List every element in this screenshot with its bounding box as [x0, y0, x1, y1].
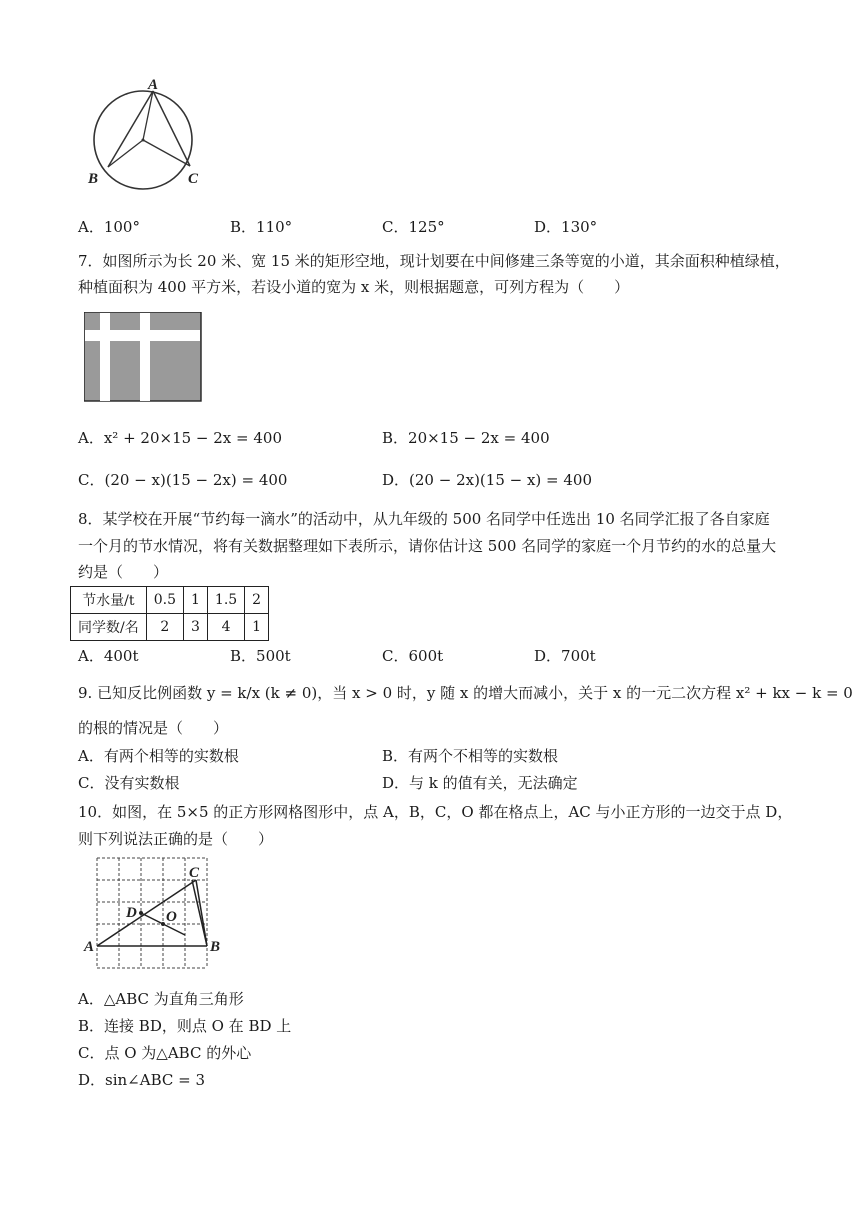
table-cell: 2 [245, 587, 269, 614]
q9-option-b: B．有两个不相等的实数根 [382, 747, 559, 765]
table-cell: 3 [183, 614, 207, 641]
fig-label-b: B [210, 939, 221, 955]
q6-option-a: A．100° [78, 218, 140, 236]
q9-option-d: D．与 k 的值有关，无法确定 [382, 774, 578, 792]
q7-option-d: D．(20 − 2x)(15 − x) = 400 [382, 471, 593, 489]
q9-stem-line1: 9. 已知反比例函数 y = k/x (k ≠ 0)，当 x > 0 时，y 随 x 的增大而减小，关于 x 的一元二次方程 x² + kx − k = 0 [78, 684, 853, 702]
table-cell: 2 [146, 614, 183, 641]
q8-stem-line3: 约是（ ） [78, 563, 169, 581]
table-row [71, 587, 269, 614]
q8-stem-line2: 一个月的节水情况，将有关数据整理如下表所示，请你估计这 500 名同学的家庭一个月节约的水的总量大 [78, 537, 777, 555]
q6-circle-figure [80, 78, 210, 196]
q8-option-c: C．600t [382, 647, 444, 665]
table-cell: 同学数/名 [71, 614, 147, 641]
vertical-path-2 [140, 313, 150, 401]
fig-label-c: C [188, 171, 199, 187]
q6-option-b: B．110° [230, 218, 293, 236]
fig-label-c: C [189, 865, 200, 881]
q9-option-c: C．没有实数根 [78, 774, 180, 792]
q9-option-a: A．有两个相等的实数根 [78, 747, 239, 765]
table-cell: 1 [183, 587, 207, 614]
fig-label-a: A [84, 939, 95, 955]
q8-option-b: B．500t [230, 647, 291, 665]
fig-label-a: A [148, 78, 159, 93]
q8-stem-line1: 8．某学校在开展“节约每一滴水”的活动中，从九年级的 500 名同学中任选出 10 名同学汇报了各自家庭 [78, 510, 770, 528]
q10-option-d: D．sin∠ABC = 3 [78, 1071, 206, 1089]
q7-option-c: C．(20 − x)(15 − 2x) = 400 [78, 471, 288, 489]
q8-option-d: D．700t [534, 647, 596, 665]
q10-stem-line1: 10．如图，在 5×5 的正方形网格图形中，点 A，B，C，O 都在格点上，AC 与小正方形的一边交于点 D， [78, 803, 793, 821]
q10-option-a: A．△ABC 为直角三角形 [78, 990, 244, 1008]
q7-option-b: B．20×15 − 2x = 400 [382, 429, 550, 447]
fig-label-d: D [126, 905, 137, 921]
q6-option-d: D．130° [534, 218, 598, 236]
table-cell: 节水量/t [71, 587, 147, 614]
q7-option-a: A．x² + 20×15 − 2x = 400 [78, 429, 282, 447]
q10-option-b: B．连接 BD，则点 O 在 BD 上 [78, 1017, 292, 1035]
q10-option-c: C．点 O 为△ABC 的外心 [78, 1044, 252, 1062]
q7-stem-line1: 7．如图所示为长 20 米、宽 15 米的矩形空地，现计划要在中间修建三条等宽的小道，其余面积种植绿植， [78, 252, 790, 270]
q7-rectangle-figure [84, 312, 202, 402]
q10-stem-line2: 则下列说法正确的是（ ） [78, 830, 274, 848]
fig-label-b: B [88, 171, 99, 187]
table-cell: 4 [207, 614, 244, 641]
fig-label-o: O [166, 909, 177, 925]
q10-grid-figure [82, 855, 232, 975]
q8-option-a: A．400t [78, 647, 139, 665]
vertical-path-1 [100, 313, 110, 401]
q9-stem-line2: 的根的情况是（ ） [78, 719, 229, 737]
q8-water-table [70, 586, 269, 641]
table-cell: 1.5 [207, 587, 244, 614]
table-cell: 1 [245, 614, 269, 641]
q6-option-c: C．125° [382, 218, 445, 236]
table-cell: 0.5 [146, 587, 183, 614]
q7-stem-line2: 种植面积为 400 平方米，若设小道的宽为 x 米，则根据题意，可列方程为（ ） [78, 278, 630, 296]
table-row [71, 614, 269, 641]
